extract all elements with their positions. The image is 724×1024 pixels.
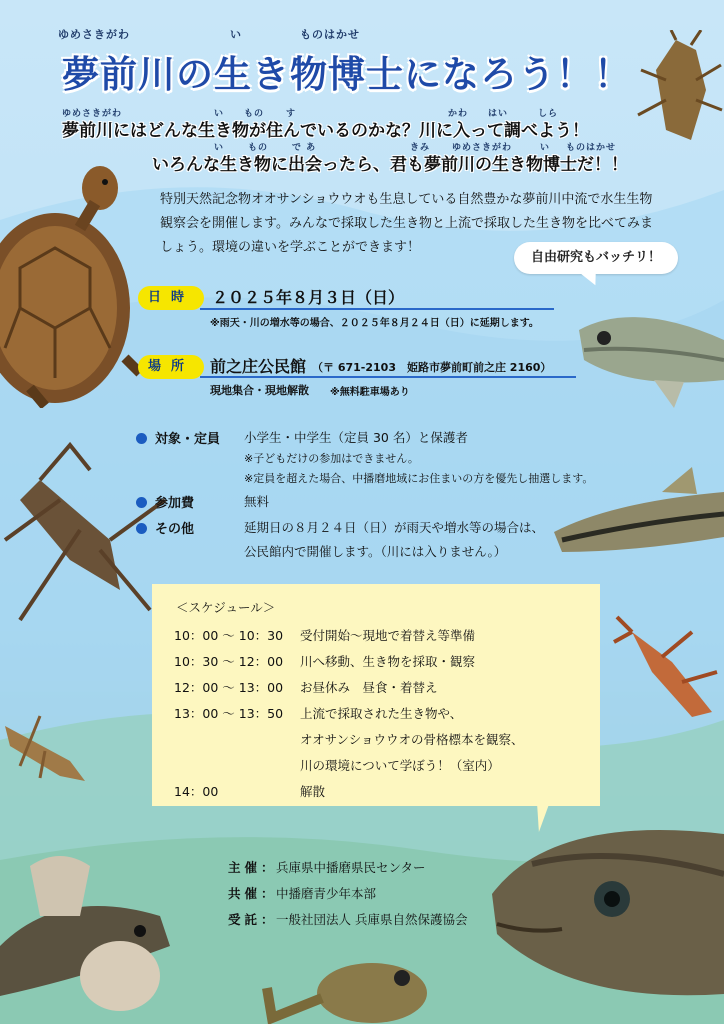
place-name: 前之庄公民館: [210, 357, 307, 376]
schedule-box: [152, 584, 600, 806]
target-note-2: ※定員を超えた場合、中播磨地域にお住まいの方を優先し抽選します。: [244, 472, 594, 485]
lead1-ruby-mono: もの: [244, 109, 265, 119]
speech-bubble: 自由研究もバッチリ！: [514, 242, 678, 274]
turtle-image: [0, 158, 145, 408]
organizer-row: 主催：兵庫県中播磨県民センター: [228, 860, 426, 875]
larva-image: [636, 30, 724, 150]
lead2-ruby-i2: い: [540, 143, 551, 153]
schedule-heading: ＜スケジュール＞: [176, 600, 276, 615]
parking-note: ※無料駐車場あり: [330, 387, 410, 398]
crayfish-image: [612, 612, 724, 724]
fish-image-1: [574, 290, 724, 410]
page-title: 夢前川の生き物博士になろう！！: [62, 53, 632, 96]
bullet-icon: [136, 433, 147, 444]
lead2-ruby-kimi: きみ: [410, 143, 431, 153]
schedule-text: お昼休み 昼食・着替え: [300, 680, 438, 695]
title-ruby-monohakase: ものはかせ: [300, 28, 360, 41]
goby-image: [0, 826, 170, 1024]
schedule-time: 10：30 ～ 12：00: [174, 654, 284, 669]
schedule-text: 上流で採取された生き物や、: [300, 706, 463, 721]
frog-image: [262, 938, 432, 1024]
lead1-ruby-su: す: [286, 109, 297, 119]
schedule-text: 受付開始～現地で着替え等準備: [300, 628, 476, 643]
title-ruby-i: い: [230, 28, 242, 41]
schedule-time: 10：00 ～ 10：30: [174, 628, 284, 643]
date-note: ※雨天・川の増水等の場合、２０２５年８月２４日（日）に延期します。: [210, 318, 539, 329]
fee-value: 無料: [244, 494, 270, 509]
lead2-ruby-monohakase: ものはかせ: [566, 143, 617, 153]
water-bug-image: [0, 440, 170, 640]
lead1-ruby-kawa: かわ: [448, 109, 469, 119]
schedule-text: オオサンショウウオの骨格標本を観察、: [300, 732, 524, 747]
lead1-ruby-shira: しら: [538, 109, 559, 119]
target-value: 小学生・中学生（定員 30 名）と保護者: [244, 430, 468, 445]
schedule-time: 13：00 ～ 13：50: [174, 706, 284, 721]
date-underline: [200, 308, 554, 310]
schedule-time: 14：00: [174, 784, 219, 799]
lead1-ruby-i: い: [214, 109, 225, 119]
other-value-2: 公民館内で開催します。（川には入りません。）: [244, 544, 507, 559]
event-date: ２０２５年８月３日（日）: [212, 288, 405, 307]
bullet-icon: [136, 523, 147, 534]
other-label: その他: [136, 518, 194, 537]
place-label: 場所: [138, 355, 204, 379]
intro-text: 特別天然記念物オオサンショウウオも生息している自然豊かな夢前川中流で水生生物観察会を開催します。みんなで採取した生き物と上流で採取した生き物を比べてみましょう。環境の違いを学ぶことができます！: [160, 192, 653, 255]
small-larva-image: [0, 706, 95, 786]
lead2-ruby-dea: で あ: [292, 143, 317, 153]
lead-line-1: 夢前川にはどんな生き物が住んでいるのかな？川に入って調べよう！: [62, 121, 589, 141]
large-fish-image: [492, 804, 724, 1004]
place-underline: [200, 376, 576, 378]
bullet-icon: [136, 497, 147, 508]
lead-line-2: いろんな生き物に出会ったら、君も夢前川の生き物博士だ！！: [152, 155, 628, 175]
lead1-ruby-yumesakigawa: ゆめさきがわ: [62, 109, 123, 119]
lead2-ruby-yumesakigawa: ゆめさきがわ: [452, 143, 513, 153]
fee-label: 参加費: [136, 492, 194, 511]
target-note-1: ※子どもだけの参加はできません。: [244, 452, 419, 465]
title-ruby-yumesakigawa: ゆめさきがわ: [58, 28, 130, 41]
lead2-ruby-i: い: [214, 143, 225, 153]
target-label: 対象・定員: [136, 428, 220, 447]
lead1-ruby-hai: はい: [488, 109, 509, 119]
schedule-time: 12：00 ～ 13：00: [174, 680, 284, 695]
schedule-text: 解散: [300, 784, 326, 799]
place-address: （〒 671-2103 姫路市夢前町前之庄 2160）: [312, 361, 552, 374]
place-note: 現地集合・現地解散: [210, 384, 309, 397]
schedule-text: 川の環境について学ぼう！（室内）: [300, 758, 500, 773]
date-label: 日時: [138, 286, 204, 310]
lead2-ruby-mono: もの: [248, 143, 269, 153]
co-organizer-row: 共催：中播磨青少年本部: [228, 886, 377, 901]
contractor-row: 受託：一般社団法人 兵庫県自然保護協会: [228, 912, 468, 927]
schedule-text: 川へ移動、生き物を採取・観察: [300, 654, 476, 669]
other-value-1: 延期日の８月２４日（日）が雨天や増水等の場合は、: [244, 520, 545, 535]
